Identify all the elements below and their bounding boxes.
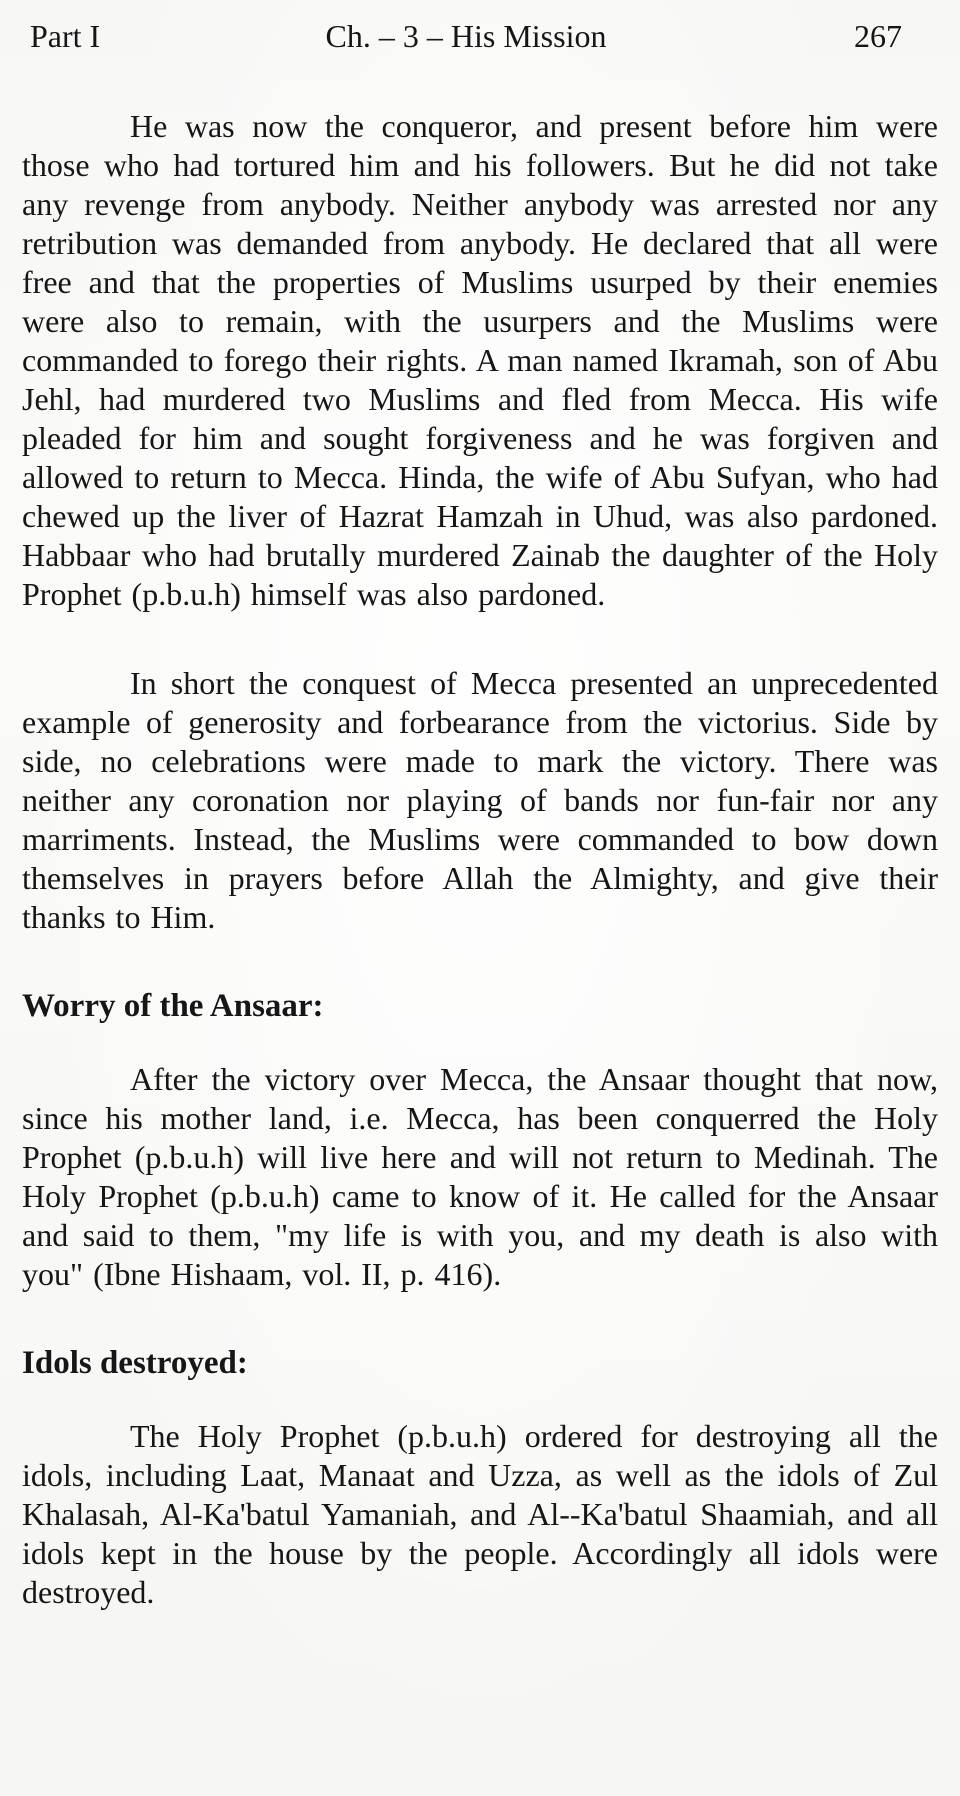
paragraph-generosity: In short the conquest of Mecca presented an unprecedented example of generosity and forbearance from the victorius. Side by side, no celebrations were made to mark the victory. There was neither any coronation nor playing of bands nor fun-fair nor any marriments. Instead, the Muslims were commanded to bow down themselves in prayers before Allah the Almighty, and give their thanks to Him. (22, 665, 938, 935)
page-number: 267 (854, 18, 902, 54)
header-part-label: Part I (30, 18, 101, 54)
page-body (22, 56, 938, 1612)
header-chapter-title: Ch. – 3 – His Mission (325, 18, 607, 54)
section-heading-worry-of-the-ansaar: Worry of the Ansaar: (22, 988, 324, 1024)
paragraph-idols-destroyed: The Holy Prophet (p.b.u.h) ordered for destroying all the idols, including Laat, Manaat and Uzza, as well as the idols of Zul Khalasah, Al-Ka'batul Yamaniah, and Al--Ka'batul Shaamiah, and all idols kept in the house by the people. Accordingly all idols were destroyed. (22, 1418, 938, 1610)
page-header (0, 0, 960, 56)
paragraph-conquest-pardons: He was now the conqueror, and present before him were those who had tortured him and his followers. But he did not take any revenge from anybody. Neither anybody was arrested nor any retribution was demanded from anybody. He declared that all were free and that the properties of Muslims usurped by their enemies were also to remain, with the usurpers and the Muslims were commanded to forego their rights. A man named Ikramah, son of Abu Jehl, had murdered two Muslims and fled from Mecca. His wife pleaded for him and sought forgiveness and he was forgiven and allowed to return to Mecca. Hinda, the wife of Abu Sufyan, who had chewed up the liver of Hazrat Hamzah in Uhud, was also pardoned. Habbaar who had brutally murdered Zainab the daughter of the Holy Prophet (p.b.u.h) himself was also pardoned. (22, 108, 938, 612)
section-heading-idols-destroyed: Idols destroyed: (22, 1345, 248, 1381)
paragraph-ansaar-worry: After the victory over Mecca, the Ansaar thought that now, since his mother land, i.e. Mecca, has been conquerred the Holy Prophet (p.b.u.h) will live here and will not return to Medinah. The Holy Prophet (p.b.u.h) came to know of it. He called for the Ansaar and said to them, "my life is with you, and my death is also with you" (Ibne Hishaam, vol. II, p. 416). (22, 1061, 938, 1292)
